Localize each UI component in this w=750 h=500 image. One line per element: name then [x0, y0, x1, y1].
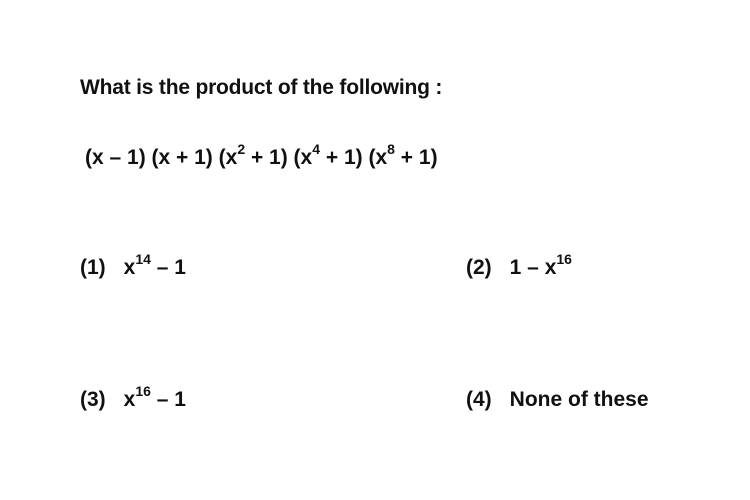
option-exponent: 16: [556, 251, 572, 267]
option-number: (2): [466, 256, 492, 279]
expression-part-3: + 1) (x: [320, 146, 388, 169]
option-1[interactable]: [80, 251, 186, 280]
option-text: None of these: [509, 388, 649, 411]
option-2[interactable]: [466, 251, 572, 280]
option-4[interactable]: [466, 388, 649, 412]
option-number: (4): [466, 388, 492, 411]
option-term: 1 – x: [509, 256, 557, 279]
option-term-tail: – 1: [150, 256, 186, 279]
expression-part-1: (x – 1) (x + 1) (x: [85, 146, 238, 169]
expression-exponent-8: 8: [387, 141, 395, 157]
option-exponent: 16: [135, 383, 151, 399]
expression-exponent-4: 4: [312, 141, 321, 157]
expression-part-4: + 1): [394, 146, 438, 169]
option-term-tail: – 1: [150, 388, 186, 411]
option-term: x: [123, 256, 136, 279]
option-number: (3): [80, 388, 106, 411]
option-exponent: 14: [135, 251, 151, 267]
question-expression: [85, 141, 438, 170]
option-term: x: [123, 388, 136, 411]
option-3[interactable]: [80, 383, 186, 412]
option-number: (1): [80, 256, 106, 279]
expression-part-2: + 1) (x: [245, 146, 313, 169]
expression-exponent-2: 2: [237, 141, 246, 157]
question-prompt: What is the product of the following :: [80, 76, 443, 99]
